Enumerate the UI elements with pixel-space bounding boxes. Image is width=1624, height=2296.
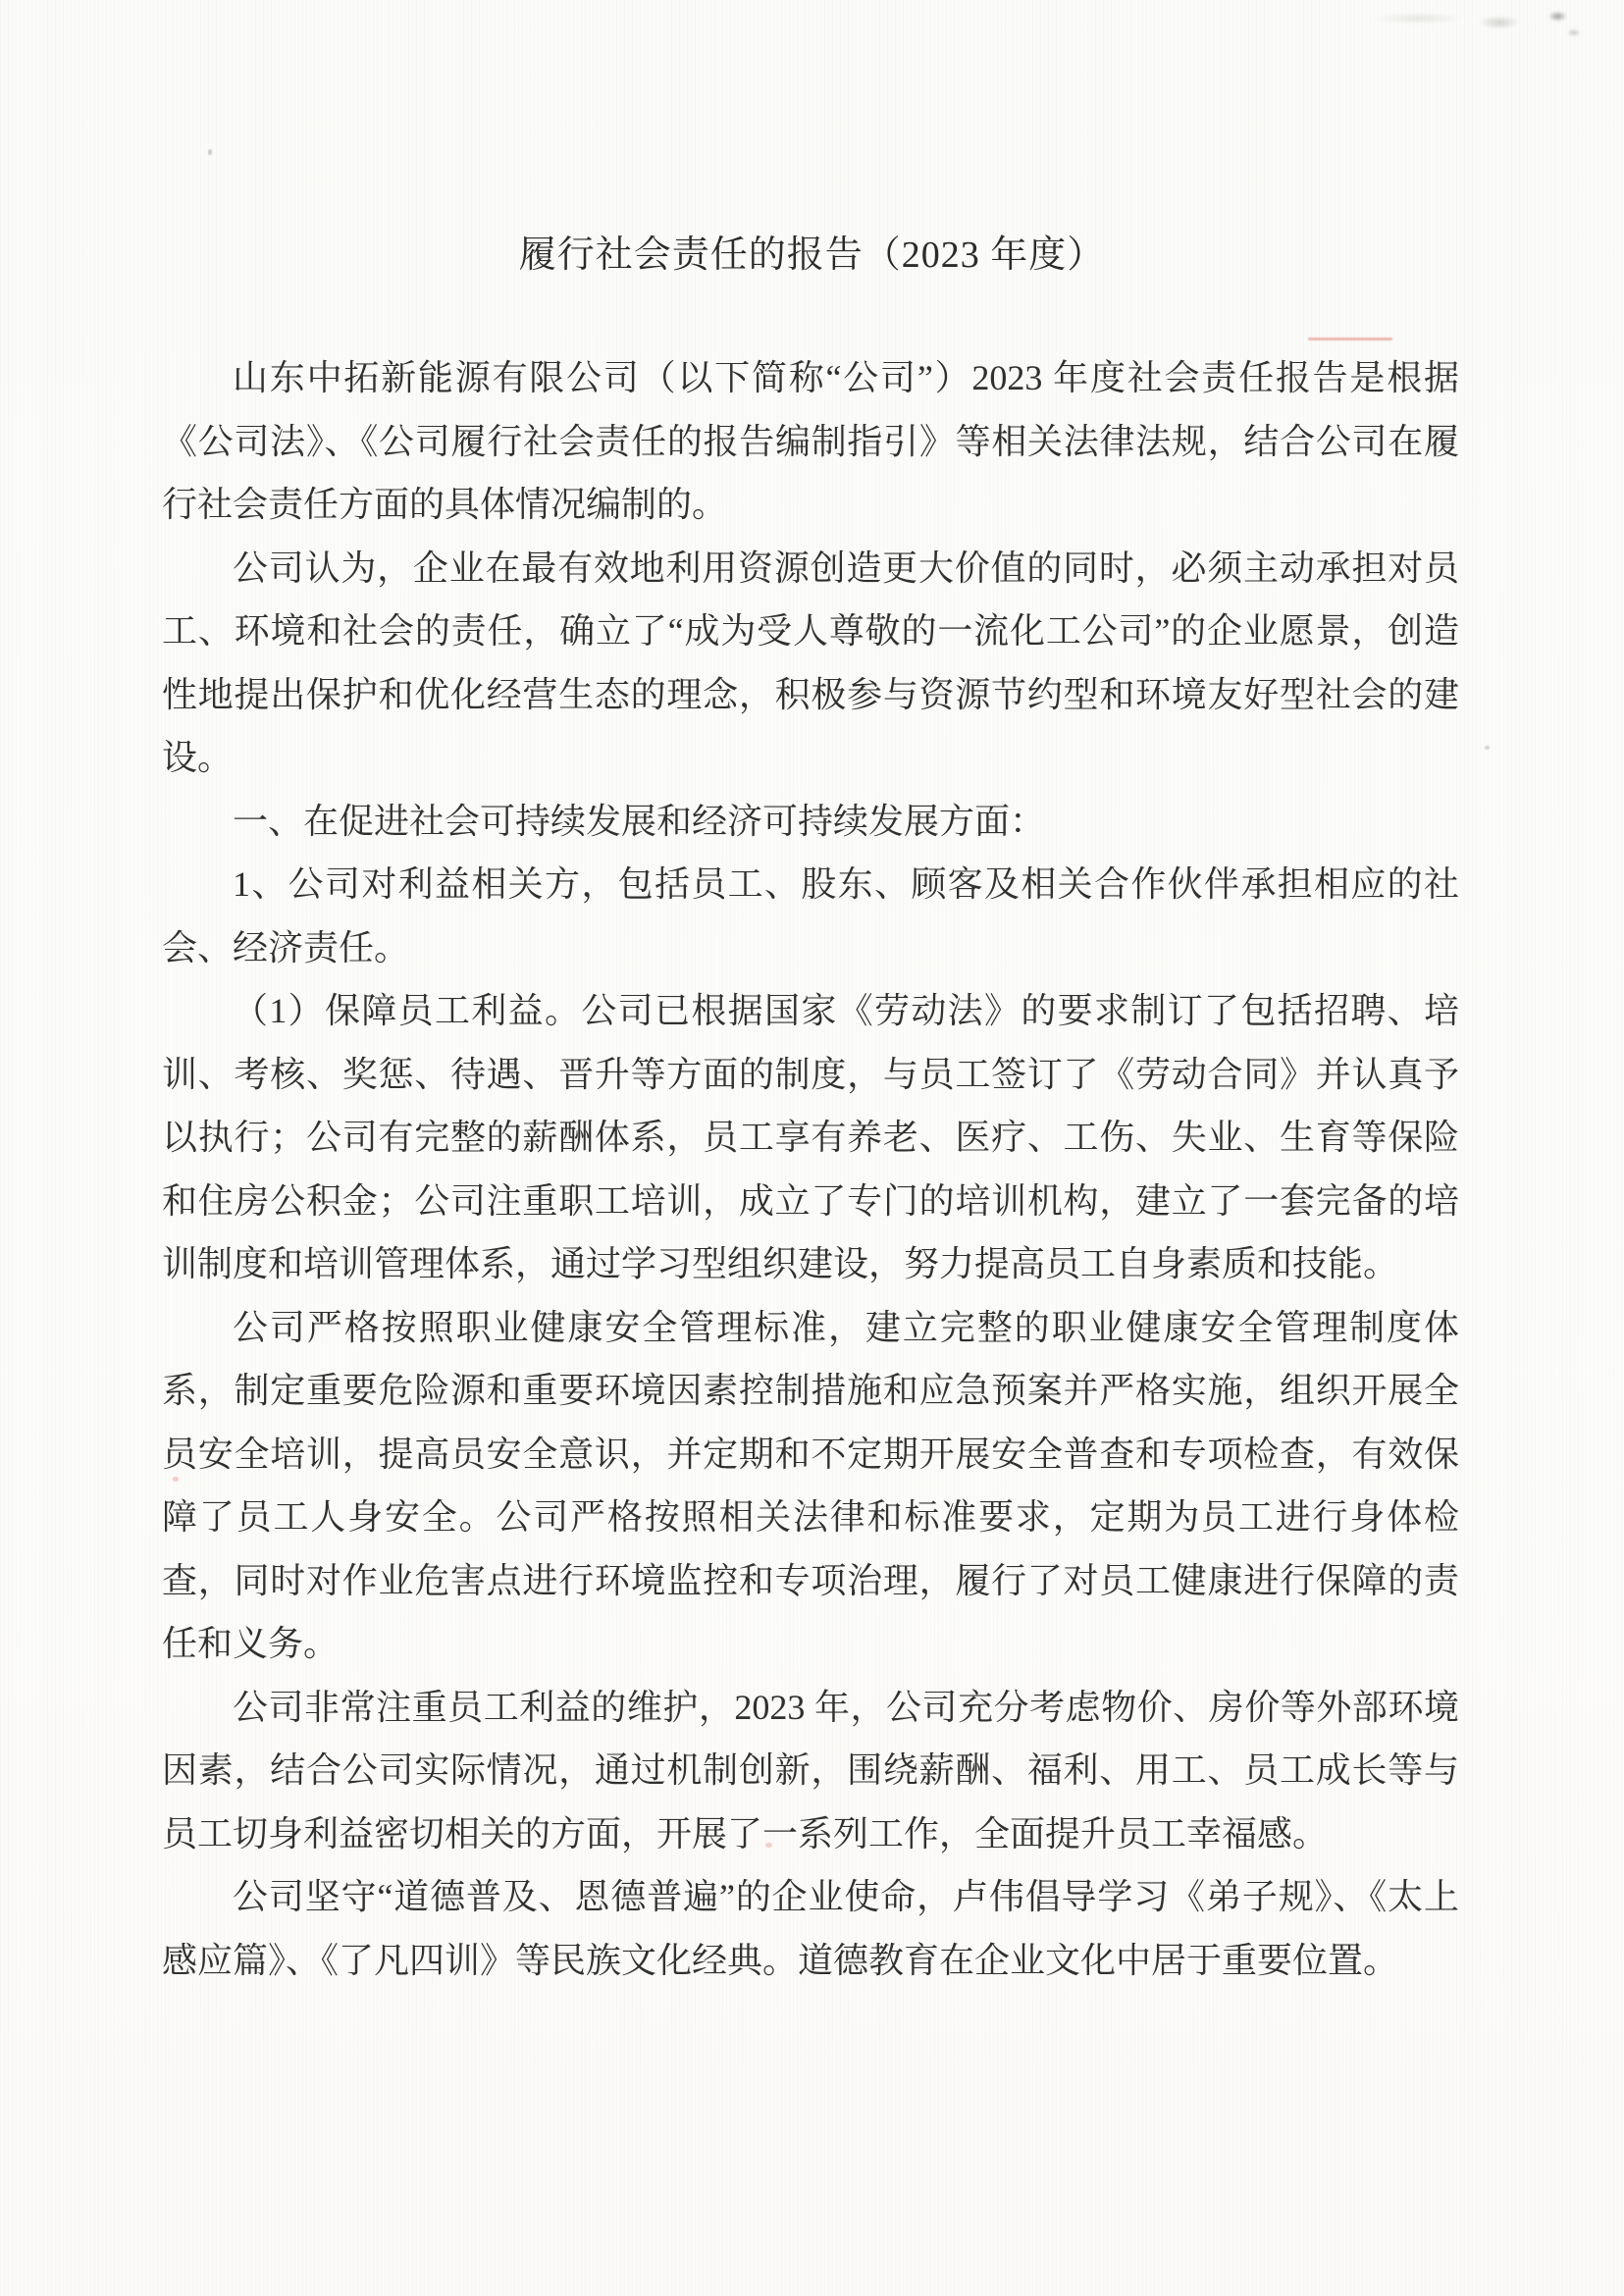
document-body — [162, 346, 1459, 1992]
paragraph-employee-rights: （1）保障员工利益。公司已根据国家《劳动法》的要求制订了包括招聘、培训、考核、奖惩、待遇、晋升等方面的制度，与员工签订了《劳动合同》并认真予以执行；公司有完整的薪酬体系，员工享有养老、医疗、工伤、失业、生育等保险和住房公积金；公司注重职工培训，成立了专门的培训机构，建立了一套完备的培训制度和培训管理体系，通过学习型组织建设，努力提高员工自身素质和技能。 — [162, 991, 1459, 1283]
paragraph-company-vision: 公司认为，企业在最有效地利用资源创造更大价值的同时，必须主动承担对员工、环境和社会的责任，确立了“成为受人尊敬的一流化工公司”的企业愿景，创造性地提出保护和优化经营生态的理念，积极参与资源节约型和环境友好型社会的建设。 — [162, 548, 1459, 777]
scan-artifact-speck — [173, 1477, 179, 1482]
paragraph-health-safety: 公司严格按照职业健康安全管理标准，建立完整的职业健康安全管理制度体系，制定重要危险源和重要环境因素控制措施和应急预案并严格实施，组织开展全员安全培训，提高员安全意识，并定期和不定期开展安全普查和专项检查，有效保障了员工人身安全。公司严格按照相关法律和标准要求，定期为员工进行身体检查，同时对作业危害点进行环境监控和专项治理，履行了对员工健康进行保障的责任和义务。 — [162, 1307, 1459, 1663]
paragraph-welfare-2023: 公司非常注重员工利益的维护，2023 年，公司充分考虑物价、房价等外部环境因素，结合公司实际情况，通过机制创新，围绕薪酬、福利、用工、员工成长等与员工切身利益密切相关的方面，开展了一系列工作，全面提升员工幸福感。 — [162, 1687, 1459, 1853]
scan-artifact-speck — [1485, 746, 1490, 750]
scan-artifact-speck — [208, 149, 212, 155]
scan-artifact-red-line — [1308, 338, 1392, 340]
paragraph-item-1: 1、公司对利益相关方，包括员工、股东、顾客及相关合作伙伴承担相应的社会、经济责任。 — [162, 864, 1459, 967]
scan-artifact-speck — [765, 1843, 772, 1848]
document-title: 履行社会责任的报告（2023 年度） — [518, 235, 1106, 276]
paragraph-culture: 公司坚守“道德普及、恩德普遍”的企业使命，卢伟倡导学习《弟子规》、《太上感应篇》、《了凡四训》等民族文化经典。道德教育在企业文化中居于重要位置。 — [162, 1877, 1459, 1980]
scan-noise-top-right — [1273, 4, 1597, 45]
section-heading-1: 一、在促进社会可持续发展和经济可持续发展方面： — [233, 801, 1046, 841]
paragraph-intro: 山东中拓新能源有限公司（以下简称“公司”）2023 年度社会责任报告是根据《公司法》、《公司履行社会责任的报告编制指引》等相关法律法规，结合公司在履行社会责任方面的具体情况编制的。 — [162, 358, 1459, 524]
